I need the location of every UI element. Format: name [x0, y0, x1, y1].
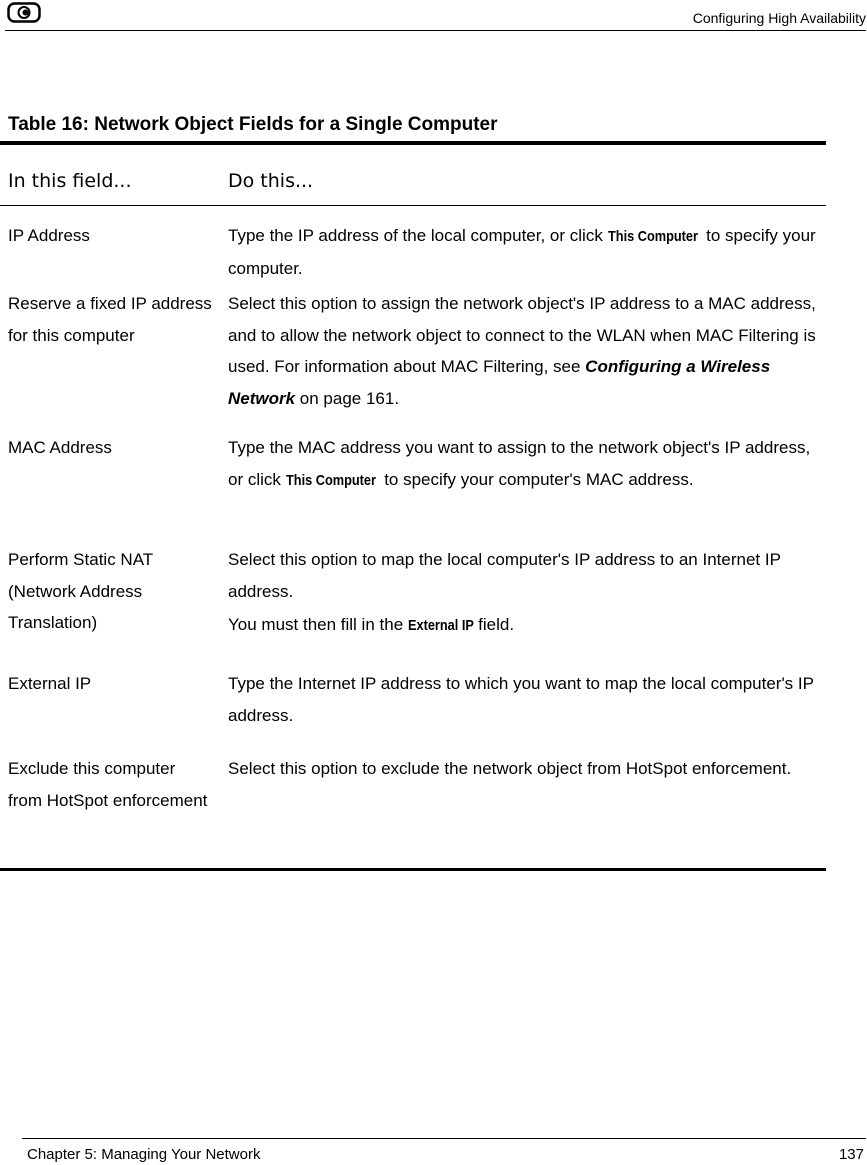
field-name: Exclude this computer from HotSpot enforcement [8, 759, 208, 810]
description-text: to specify your computer's MAC address. [379, 469, 694, 489]
field-description [228, 432, 818, 496]
table-title: Table 16: Network Object Fields for a Single Computer [8, 114, 498, 135]
page-header [5, 0, 866, 31]
ui-term: This Computer [285, 471, 376, 489]
ui-term: External IP [407, 617, 474, 634]
ui-term: This Computer [607, 228, 698, 245]
network-object-fields-table [0, 141, 826, 871]
column-header-field: In this field... [8, 170, 132, 192]
cross-reference-link[interactable]: Configuring a Wireless Network [228, 357, 771, 408]
description-text: to specify your computer. [228, 226, 816, 278]
description-text: You must then fill in the [228, 615, 408, 634]
field-name: Perform Static NAT (Network Address Translation) [8, 550, 153, 632]
logo-icon [7, 2, 41, 23]
table-row [0, 206, 826, 284]
field-description [228, 288, 818, 414]
running-head: Configuring High Availability [692, 10, 866, 26]
chapter-title: Chapter 5: Managing Your Network [27, 1146, 261, 1163]
description-paragraph [228, 609, 818, 642]
field-description [228, 544, 818, 642]
table-row [0, 668, 826, 753]
field-description: Type the Internet IP address to which you want to map the local computer's IP address. [228, 674, 814, 725]
table-row [0, 284, 826, 432]
table-header-row [0, 145, 826, 206]
description-text: Type the IP address of the local computer, or click [228, 226, 608, 245]
field-name: External IP [8, 674, 92, 693]
description-text: field. [473, 615, 515, 634]
table-row [0, 753, 826, 868]
table-row [0, 432, 826, 544]
table-row [0, 544, 826, 668]
field-description: Select this option to exclude the network object from HotSpot enforcement. [228, 759, 792, 778]
field-name: MAC Address [8, 438, 112, 457]
field-description [228, 220, 818, 284]
description-text: Type the MAC address you want to assign to the network object's IP address, or click [228, 438, 811, 489]
page-footer [22, 1138, 866, 1163]
page-number: 137 [838, 1146, 864, 1163]
description-text: on page 161. [295, 388, 400, 408]
field-name: Reserve a fixed IP address for this computer [8, 294, 212, 345]
description-text: Select this option to assign the network object's IP address to a MAC address, and to allow the network object to connect to the WLAN when MAC Filtering is used. For information about MAC Filtering, see [228, 294, 816, 376]
column-header-action: Do this... [228, 170, 314, 192]
field-name: IP Address [8, 226, 90, 245]
description-paragraph: Select this option to map the local computer's IP address to an Internet IP address. [228, 550, 781, 601]
